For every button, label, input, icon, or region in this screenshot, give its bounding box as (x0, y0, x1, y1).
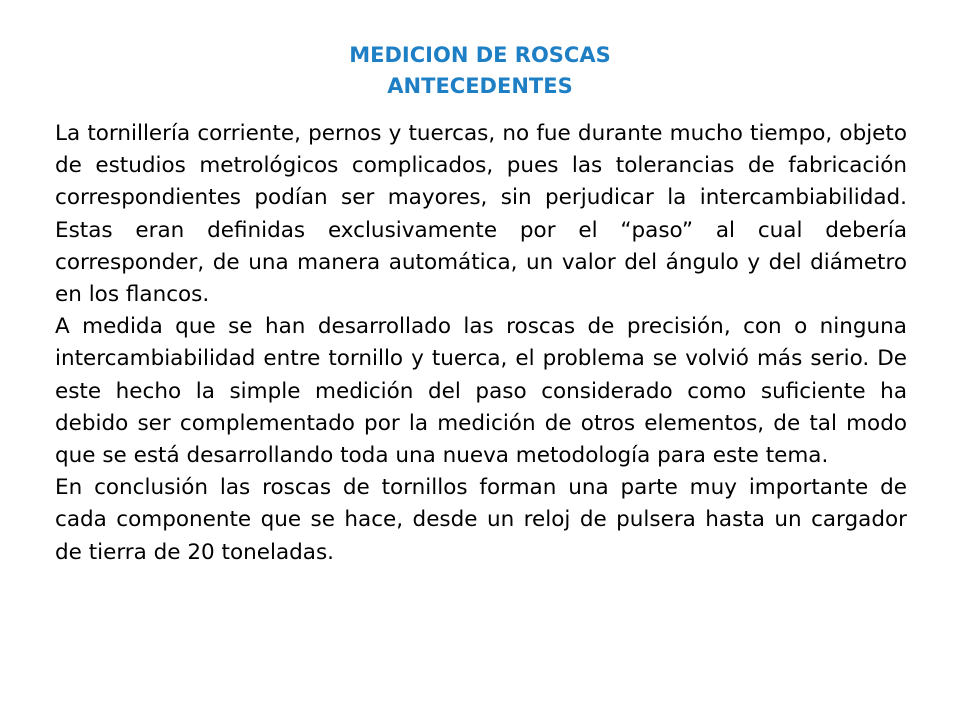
title-line-2: ANTECEDENTES (387, 74, 573, 98)
paragraph-1: La tornillería corriente, pernos y tuercas, no fue durante mucho tiempo, objeto de estudios metrológicos complicados, pues las tolerancias de fabricación correspondientes podían ser mayores, sin perjudicar la intercambiabilidad. Estas eran definidas exclusivamente por el “paso” al cual debería corresponder, de una manera automática, un valor del ángulo y del diámetro en los flancos. (55, 121, 907, 308)
body-text (55, 118, 907, 569)
paragraph-2: A medida que se han desarrollado las roscas de precisión, con o ninguna intercambiabilidad entre tornillo y tuerca, el problema se volvió más serio. De este hecho la simple medición del paso considerado como suficiente ha debido ser complementado por la medición de otros elementos, de tal modo que se está desarrollando toda una nueva metodología para este tema. (55, 314, 907, 469)
paragraph-3: En conclusión las roscas de tornillos forman una parte muy importante de cada componente que se hace, desde un reloj de pulsera hasta un cargador de tierra de 20 toneladas. (55, 475, 907, 565)
title-line-1: MEDICION DE ROSCAS (349, 43, 611, 67)
slide-title (0, 40, 960, 102)
